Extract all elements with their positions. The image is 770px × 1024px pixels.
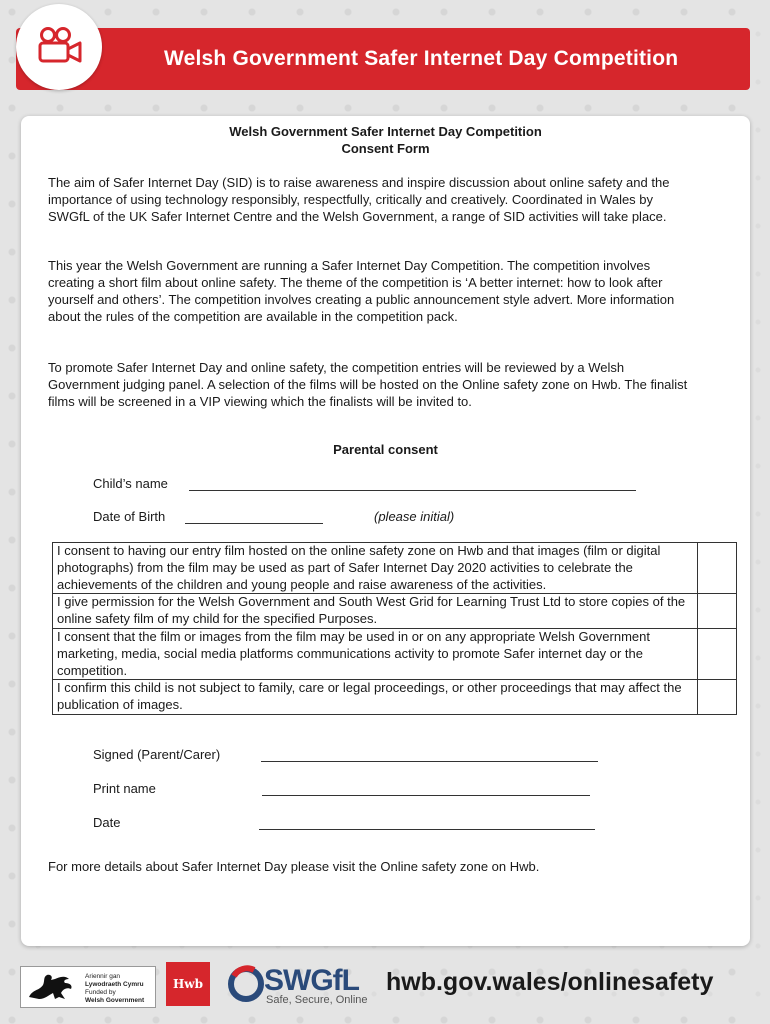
table-row: [53, 543, 737, 594]
competition-paragraph: This year the Welsh Government are running a Safer Internet Day Competition. The competition involves creating a short film about online safety. The theme of the competition is ‘A better internet: how to look after yourself and others’. The competition involves creating a public announcement style advert. More information about the rules of the competition are available in the competition pack.: [48, 258, 675, 324]
childs-name-line[interactable]: [189, 490, 636, 491]
signed-label: Signed (Parent/Carer): [93, 747, 221, 762]
swgfl-logo: SWGfL: [264, 964, 359, 997]
table-row: [53, 680, 737, 715]
judging-paragraph: To promote Safer Internet Day and online safety, the competition entries will be reviewed by a Welsh Government judging panel. A selection of the films will be hosted on the Online safety zone on Hwb. The finalist films will be screened in a VIP viewing which the finalists will be invited to.: [48, 360, 688, 409]
hwb-logo: Hwb: [166, 962, 210, 1006]
initial-box[interactable]: [698, 628, 737, 679]
swgfl-ring-icon: [226, 964, 266, 1004]
consent-text: I give permission for the Welsh Government and South West Grid for Learning Trust Ltd to store copies of the online safety film of my child for the specified Purposes.: [53, 594, 698, 629]
initial-box[interactable]: [698, 680, 737, 715]
banner-title: Welsh Government Safer Internet Day Competition: [164, 47, 679, 70]
date-line[interactable]: [259, 829, 595, 830]
initial-box[interactable]: [698, 543, 737, 594]
parental-consent-heading: Parental consent: [333, 442, 438, 457]
swgfl-tagline: Safe, Secure, Online: [266, 994, 368, 1006]
dob-label: Date of Birth: [93, 509, 166, 524]
dob-line[interactable]: [185, 523, 323, 524]
gov-line-1: Ariennir gan: [85, 973, 121, 980]
gov-line-4: Welsh Government: [85, 997, 145, 1004]
intro-paragraph: The aim of Safer Internet Day (SID) is to raise awareness and inspire discussion about online safety and the importance of using technology responsibly, respectfully, critically and creatively. Coordinated in Wales by SWGfL of the UK Safer Internet Centre and the Welsh Government, a range of SID activities will take place.: [48, 175, 670, 224]
form-heading: Welsh Government Safer Internet Day Competition: [229, 124, 542, 139]
table-row: [53, 594, 737, 629]
table-row: [53, 628, 737, 679]
consent-text: I consent that the film or images from the film may be used in or on any appropriate Welsh Government marketing, media, social media platforms communications activity to promote Safer internet day or the competition.: [53, 628, 698, 679]
title-banner: [16, 28, 750, 90]
initial-box[interactable]: [698, 594, 737, 629]
date-label: Date: [93, 815, 121, 830]
welsh-government-logo: [20, 966, 156, 1008]
gov-line-2: Lywodraeth Cymru: [85, 981, 144, 988]
consent-table: [52, 542, 737, 715]
more-details-note: For more details about Safer Internet Day please visit the Online safety zone on Hwb.: [48, 859, 540, 874]
consent-form-card: [21, 116, 750, 946]
form-subheading: Consent Form: [341, 141, 430, 156]
website-url[interactable]: hwb.gov.wales/onlinesafety: [386, 968, 714, 996]
print-name-line[interactable]: [262, 795, 590, 796]
print-name-label: Print name: [93, 781, 156, 796]
video-camera-icon: [37, 27, 83, 65]
footer-logos: [0, 960, 770, 1024]
signature-line[interactable]: [261, 761, 598, 762]
consent-text: I consent to having our entry film hosted on the online safety zone on Hwb and that images (film or digital photographs) from the film may be used as part of Safer Internet Day 2020 activities to celebrate the achievements of the children and young people and raise awareness of the activities.: [53, 543, 698, 594]
childs-name-label: Child’s name: [93, 476, 168, 491]
camera-badge: [16, 4, 102, 90]
dob-hint: (please initial): [374, 509, 455, 524]
gov-line-3: Funded by: [85, 989, 116, 996]
welsh-dragon-icon: [25, 971, 79, 1003]
consent-text: I confirm this child is not subject to family, care or legal proceedings, or other proceedings that may affect the publication of images.: [53, 680, 698, 715]
welsh-government-text: [85, 973, 144, 1005]
